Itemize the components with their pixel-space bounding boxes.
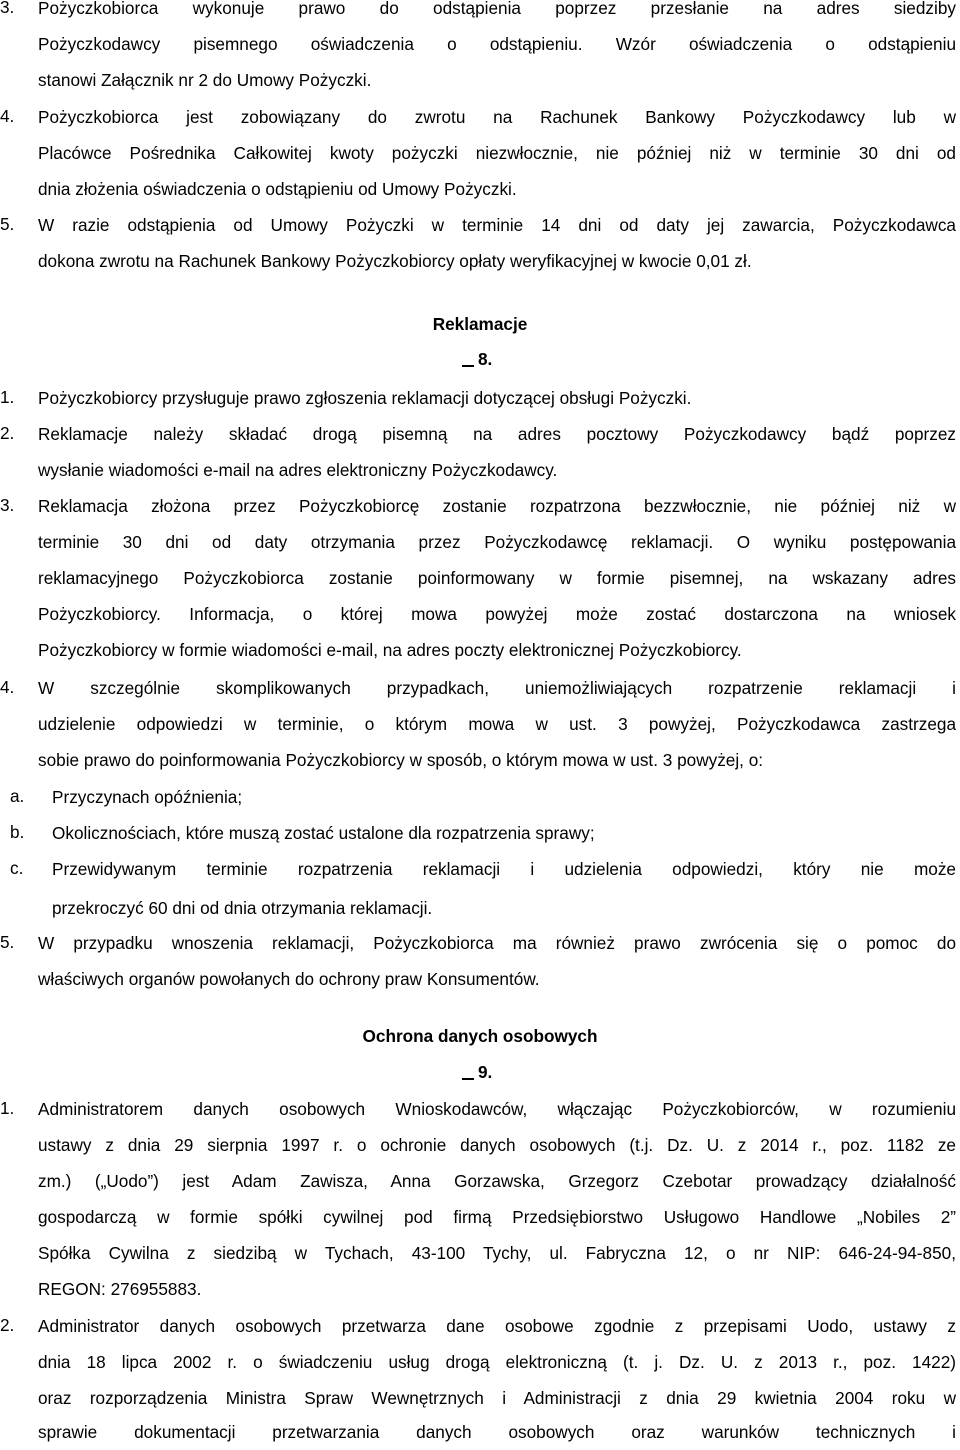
paragraph-line: Pożyczkobiorca jest zobowiązany do zwrotu na Rachunek Bankowy Pożyczkodawcy lub w	[38, 107, 956, 127]
paragraph-line: Przyczynach opóźnienia;	[52, 787, 243, 807]
item-number: 3.	[0, 495, 15, 515]
paragraph-line: REGON: 276955883.	[38, 1279, 202, 1299]
paragraph-line: Pożyczkobiorca wykonuje prawo do odstąpienia poprzez przesłanie na adres siedziby	[38, 0, 956, 18]
paragraph-line: oraz rozporządzenia Ministra Spraw Wewnętrznych i Administracji z dnia 29 kwietnia 2004 roku w	[38, 1388, 956, 1408]
section-sign-icon	[460, 349, 474, 365]
paragraph-line: dnia złożenia oświadczenia o odstąpieniu od Umowy Pożyczki.	[38, 179, 517, 199]
item-number: 3.	[0, 0, 15, 17]
section-heading: Reklamacje	[432, 314, 528, 334]
sub-item-letter: a.	[10, 786, 25, 806]
item-number: 2.	[0, 423, 15, 443]
item-number: 4.	[0, 677, 15, 697]
paragraph-line: Reklamacja złożona przez Pożyczkobiorcę zostanie rozpatrzona bezzwłocznie, nie później niż w	[38, 496, 956, 516]
paragraph-line: reklamacyjnego Pożyczkobiorca zostanie poinformowany w formie pisemnej, na wskazany adres	[38, 568, 956, 588]
item-number: 5.	[0, 214, 15, 234]
paragraph-line: Przewidywanym terminie rozpatrzenia reklamacji i udzielenia odpowiedzi, który nie może	[52, 859, 956, 879]
paragraph-line: Spółka Cywilna z siedzibą w Tychach, 43-100 Tychy, ul. Fabryczna 12, o nr NIP: 646-24-94-850,	[38, 1243, 956, 1263]
paragraph-line: dokona zwrotu na Rachunek Bankowy Pożyczkobiorcy opłaty weryfikacyjnej w kwocie 0,01 zł.	[38, 251, 752, 271]
item-number: 5.	[0, 932, 15, 952]
paragraph-line: sprawie dokumentacji przetwarzania danych osobowych oraz warunków technicznych i	[38, 1422, 956, 1442]
paragraph-line: wysłanie wiadomości e-mail na adres elektroniczny Pożyczkodawcy.	[38, 460, 558, 480]
paragraph-line: Placówce Pośrednika Całkowitej kwoty pożyczki niezwłocznie, nie później niż w terminie 30 dni od	[38, 143, 956, 163]
paragraph-line: W szczególnie skomplikowanych przypadkach, uniemożliwiających rozpatrzenie reklamacji i	[38, 678, 956, 698]
paragraph-line: W przypadku wnoszenia reklamacji, Pożyczkobiorca ma również prawo zwrócenia się o pomoc do	[38, 933, 956, 953]
paragraph-line: zm.) („Uodo”) jest Adam Zawisza, Anna Gorzawska, Grzegorz Czebotar prowadzący działalność	[38, 1171, 956, 1191]
paragraph-line: Pożyczkobiorcy w formie wiadomości e-mail, na adres poczty elektronicznej Pożyczkobiorcy.	[38, 640, 742, 660]
paragraph-line: sobie prawo do poinformowania Pożyczkobiorcy w sposób, o którym mowa w ust. 3 powyżej, o:	[38, 750, 764, 770]
paragraph-line: przekroczyć 60 dni od dnia otrzymania reklamacji.	[52, 898, 433, 918]
paragraph-number	[460, 348, 492, 370]
paragraph-line: Okolicznościach, które muszą zostać ustalone dla rozpatrzenia sprawy;	[52, 823, 595, 843]
paragraph-line: udzielenie odpowiedzi w terminie, o którym mowa w ust. 3 powyżej, Pożyczkodawca zastrzega	[38, 714, 956, 734]
paragraph-number-text: 8.	[478, 349, 493, 369]
paragraph-line: Administratorem danych osobowych Wnioskodawców, włączając Pożyczkobiorców, w rozumieniu	[38, 1099, 956, 1119]
paragraph-line: stanowi Załącznik nr 2 do Umowy Pożyczki.	[38, 70, 372, 90]
paragraph-line: Pożyczkodawcy pisemnego oświadczenia o odstąpieniu. Wzór oświadczenia o odstąpieniu	[38, 34, 956, 54]
paragraph-line: terminie 30 dni od daty otrzymania przez Pożyczkodawcę reklamacji. O wyniku postępowania	[38, 532, 956, 552]
paragraph-line: dnia 18 lipca 2002 r. o świadczeniu usług drogą elektroniczną (t. j. Dz. U. z 2013 r., poz. 1422)	[38, 1352, 956, 1372]
paragraph-number	[460, 1061, 492, 1083]
sub-item-letter: c.	[10, 858, 24, 878]
paragraph-number-text: 9.	[478, 1062, 493, 1082]
item-number: 1.	[0, 387, 15, 407]
paragraph-line: W razie odstąpienia od Umowy Pożyczki w terminie 14 dni od daty jej zawarcia, Pożyczkodawca	[38, 215, 956, 235]
sub-item-letter: b.	[10, 822, 25, 842]
paragraph-line: Pożyczkobiorcy. Informacja, o której mowa powyżej może zostać dostarczona na wniosek	[38, 604, 956, 624]
item-number: 4.	[0, 106, 15, 126]
item-number: 1.	[0, 1098, 15, 1118]
paragraph-line: Administrator danych osobowych przetwarza dane osobowe zgodnie z przepisami Uodo, ustawy z	[38, 1316, 956, 1336]
section-sign-icon	[460, 1062, 474, 1078]
paragraph-line: gospodarczą w formie spółki cywilnej pod firmą Przedsiębiorstwo Usługowo Handlowe „Nobiles 2”	[38, 1207, 956, 1227]
paragraph-line: Pożyczkobiorcy przysługuje prawo zgłoszenia reklamacji dotyczącej obsługi Pożyczki.	[38, 388, 692, 408]
paragraph-line: Reklamacje należy składać drogą pisemną na adres pocztowy Pożyczkodawcy bądź poprzez	[38, 424, 956, 444]
paragraph-line: ustawy z dnia 29 sierpnia 1997 r. o ochronie danych osobowych (t.j. Dz. U. z 2014 r., poz. 1182 ze	[38, 1135, 956, 1155]
item-number: 2.	[0, 1315, 15, 1335]
section-heading: Ochrona danych osobowych	[362, 1026, 598, 1046]
paragraph-line: właściwych organów powołanych do ochrony praw Konsumentów.	[38, 969, 540, 989]
